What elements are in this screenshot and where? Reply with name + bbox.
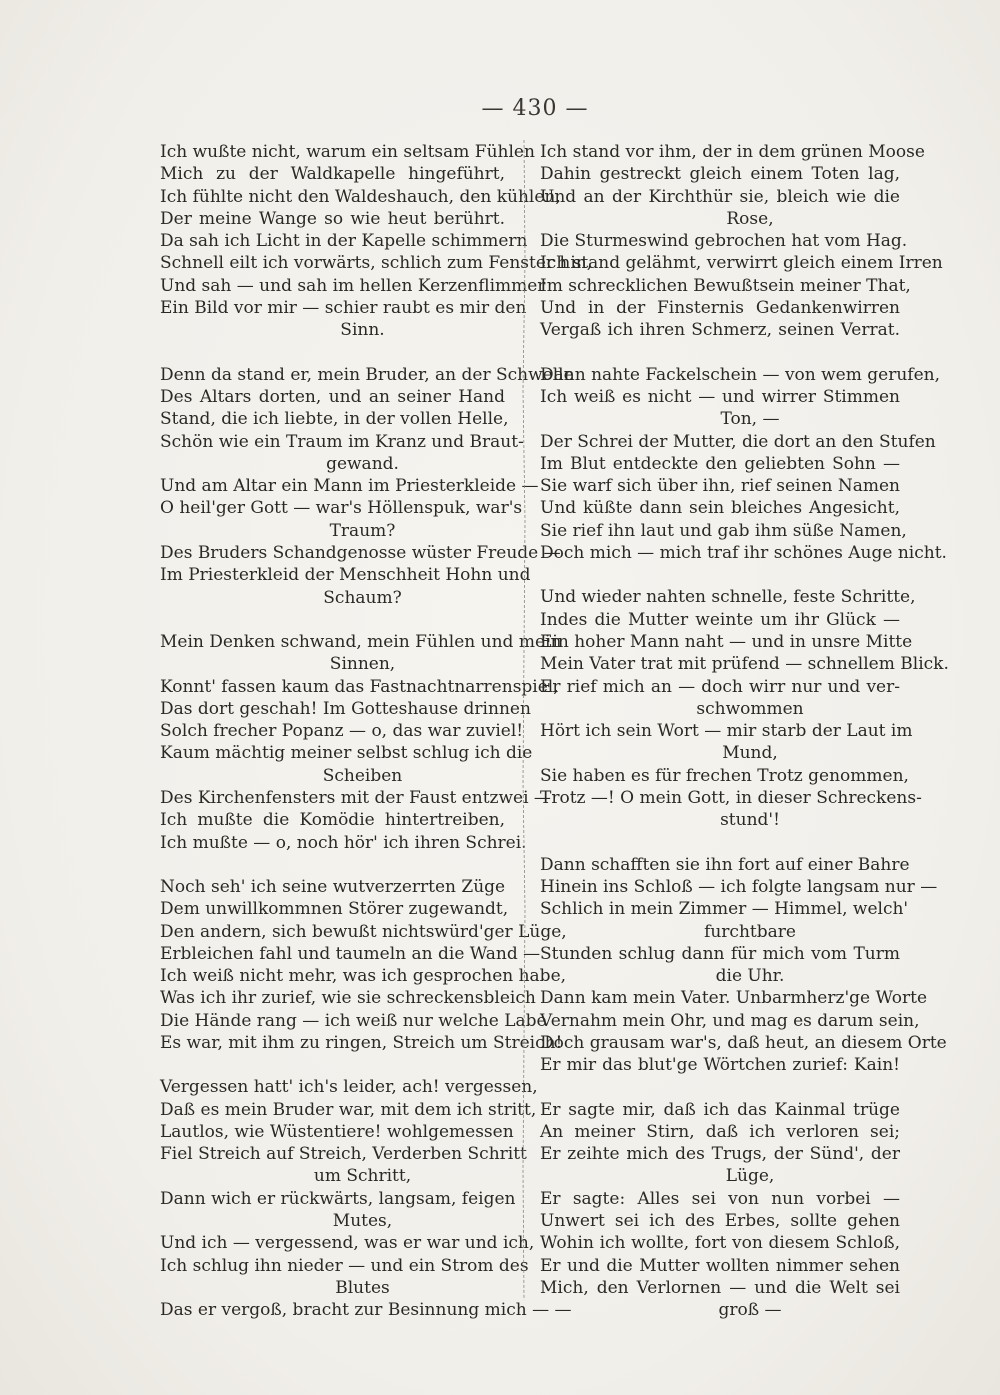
verse-line: Im schrecklichen Bewußtsein meiner That, (540, 275, 911, 296)
verse-line: Mein Vater trat mit prüfend — schnellem Blick. (540, 654, 949, 675)
verse-line: Und am Altar ein Mann im Priesterkleide — (160, 476, 539, 497)
verse-line: Doch grausam war's, daß heut, an diesem Orte (540, 1032, 947, 1053)
stanza (160, 876, 567, 1054)
verse-line: Konnt' fassen kaum das Fastnachtnarrenspiel, (160, 676, 559, 697)
verse-line: Dann kam mein Vater. Unbarmherz'ge Worte (540, 988, 928, 1009)
verse-line: Ich weiß es nicht — und wirrer Stimmen (540, 386, 900, 407)
verse-continuation: Mutes, (332, 1211, 393, 1232)
verse-continuation: Ton, — (720, 409, 780, 430)
verse-continuation: Schaum? (323, 587, 402, 608)
verse-continuation: Sinn. (340, 320, 385, 341)
verse-line: Trotz —! O mein Gott, in dieser Schreckens- (540, 788, 922, 809)
verse-continuation: Blutes (335, 1277, 390, 1298)
verse-line: Hinein ins Schloß — ich folgte langsam nur — (540, 876, 938, 897)
verse-line: Und in der Finsternis Gedankenwirren (540, 298, 900, 319)
verse-line: Fiel Streich auf Streich, Verderben Schritt (160, 1144, 527, 1165)
verse-line: Er sagte mir, daß ich das Kainmal trüge (540, 1099, 900, 1120)
verse-continuation: stund'! (720, 810, 780, 831)
verse-line: Im Blut entdeckte den geliebten Sohn — (540, 453, 900, 474)
verse-line: Im Priesterkleid der Menschheit Hohn und (160, 565, 531, 586)
stanza (160, 141, 593, 342)
verse-line: Erbleichen fahl und taumeln an die Wand — (160, 943, 541, 964)
verse-line: Des Bruders Schandgenosse wüster Freude — (160, 543, 561, 564)
verse-line: Vernahm mein Ohr, und mag es darum sein, (540, 1010, 920, 1031)
stanza (540, 586, 949, 831)
verse-line: Ein hoher Mann naht — und in unsre Mitte (540, 631, 913, 652)
verse-line: Lautlos, wie Wüstentiere! wohlgemessen (160, 1121, 514, 1142)
left-column (160, 141, 593, 1322)
verse-line: Hört ich sein Wort — mir starb der Laut im (540, 721, 913, 742)
verse-line: Er mir das blut'ge Wörtchen zurief: Kain! (540, 1055, 900, 1076)
verse-line: Stand, die ich liebte, in der vollen Helle, (160, 409, 509, 430)
verse-continuation: schwommen (696, 698, 804, 719)
verse-line: Vergessen hatt' ich's leider, ach! vergessen, (160, 1077, 538, 1098)
stanza (160, 364, 574, 609)
verse-line: Schön wie ein Traum im Kranz und Braut- (160, 431, 524, 452)
verse-line: Das er vergoß, bracht zur Besinnung mich — — (160, 1300, 572, 1321)
verse-continuation: Sinnen, (329, 654, 396, 675)
verse-line: Ich stand vor ihm, der in dem grünen Moose (540, 142, 925, 162)
verse-line: Daß es mein Bruder war, mit dem ich stritt, (160, 1099, 537, 1120)
verse-continuation: Mund, (722, 743, 778, 764)
verse-line: Dahin gestreckt gleich einem Toten lag, (540, 164, 900, 185)
verse-line: Noch seh' ich seine wutverzerrten Züge (160, 876, 506, 897)
verse-line: Stunden schlug dann für mich vom Turm (540, 943, 900, 964)
verse-line: Das dort geschah! Im Gotteshause drinnen (160, 698, 531, 719)
verse-line: Und sah — und sah im hellen Kerzenflimmer (160, 275, 546, 296)
verse-line: Mein Denken schwand, mein Fühlen und mein (160, 631, 562, 652)
verse-line: Sie rief ihn laut und gab ihm süße Namen, (540, 520, 907, 541)
verse-line: Schnell eilt ich vorwärts, schlich zum Fenster hin, (160, 253, 593, 274)
stanza (540, 364, 947, 565)
verse-line: Mich, den Verlornen — und die Welt sei (540, 1277, 900, 1298)
verse-line: Er und die Mutter wollten nimmer sehen (540, 1255, 900, 1276)
verse-line: Sie warf sich über ihn, rief seinen Namen (540, 476, 900, 497)
verse-line: Solch frecher Popanz — o, das war zuviel! (160, 721, 524, 742)
verse-line: Unwert sei ich des Erbes, sollte gehen (540, 1211, 900, 1232)
verse-line: Sie haben es für frechen Trotz genommen, (540, 765, 909, 786)
verse-continuation: die Uhr. (715, 966, 785, 987)
verse-line: Und ich — vergessend, was er war und ich, (160, 1233, 535, 1254)
verse-line: Ich schlug ihn nieder — und ein Strom des (160, 1255, 529, 1276)
verse-line: An meiner Stirn, daß ich verloren sei; (540, 1121, 900, 1142)
stanza (160, 1076, 572, 1321)
verse-line: Des Kirchenfensters mit der Faust entzwei — (160, 788, 551, 809)
verse-continuation: um Schritt, (313, 1166, 412, 1187)
verse-line: Vergaß ich ihren Schmerz, seinen Verrat. (540, 320, 900, 341)
verse-line: Dann schafften sie ihn fort auf einer Bahre (540, 854, 910, 875)
verse-line: Ich mußte — o, noch hör' ich ihren Schrei. (160, 832, 527, 853)
verse-line: Der Schrei der Mutter, die dort an den Stufen (540, 431, 936, 452)
verse-line: Die Hände rang — ich weiß nur welche Labe (160, 1010, 547, 1031)
verse-line: Dann wich er rückwärts, langsam, feigen (160, 1188, 516, 1209)
verse-line: Doch mich — mich traf ihr schönes Auge nicht. (540, 543, 947, 564)
verse-line: Und küßte dann sein bleiches Angesicht, (540, 498, 900, 519)
verse-line: Wohin ich wollte, fort von diesem Schloß, (540, 1233, 900, 1254)
verse-line: Denn da stand er, mein Bruder, an der Schwelle (160, 364, 574, 385)
verse-continuation: gewand. (326, 453, 399, 474)
stanza (540, 1099, 900, 1322)
verse-line: Ein Bild vor mir — schier raubt es mir den (160, 298, 527, 319)
verse-line: Den andern, sich bewußt nichtswürd'ger Lüge, (160, 921, 567, 942)
verse-line: Mich zu der Waldkapelle hingeführt, (160, 164, 505, 185)
verse-line: Und wieder nahten schnelle, feste Schritte, (540, 587, 916, 608)
verse-continuation: Rose, (726, 208, 774, 229)
verse-line: Dem unwillkommnen Störer zugewandt, (160, 899, 509, 920)
verse-line: Schlich in mein Zimmer — Himmel, welch' (540, 899, 909, 920)
column-divider (521, 140, 527, 1300)
verse-line: Ich mußte die Komödie hintertreiben, (160, 810, 505, 831)
column-divider-line (521, 140, 527, 1300)
verse-line: Er sagte: Alles sei von nun vorbei — (540, 1188, 900, 1209)
verse-line: Es war, mit ihm zu ringen, Streich um Streich! (160, 1032, 563, 1053)
verse-line: Die Sturmeswind gebrochen hat vom Hag. (540, 231, 908, 252)
stanza (540, 141, 943, 342)
verse-line: Ich wußte nicht, warum ein seltsam Fühlen (160, 142, 535, 162)
page-number: — 430 — (481, 96, 589, 121)
right-column (540, 141, 949, 1322)
verse-line: Ich stand gelähmt, verwirrt gleich einem Irren (540, 253, 943, 274)
verse-continuation: Lüge, (725, 1166, 775, 1187)
verse-line: Kaum mächtig meiner selbst schlug ich die (160, 743, 533, 764)
verse-continuation: furchtbare (704, 921, 796, 942)
verse-line: Was ich ihr zurief, wie sie schreckensbleich (160, 988, 536, 1009)
verse-line: Dann nahte Fackelschein — von wem gerufen, (540, 364, 940, 385)
verse-line: O heil'ger Gott — war's Höllenspuk, war's (160, 498, 523, 519)
verse-line: Ich weiß nicht mehr, was ich gesprochen habe, (160, 966, 567, 987)
verse-line: Indes die Mutter weinte um ihr Glück — (540, 609, 900, 630)
stanza (160, 631, 562, 854)
verse-line: Er zeihte mich des Trugs, der Sünd', der (540, 1144, 900, 1165)
verse-line: Der meine Wange so wie heut berührt. (160, 208, 505, 229)
verse-continuation: Scheiben (322, 765, 403, 786)
verse-continuation: Traum? (329, 520, 396, 541)
verse-line: Und an der Kirchthür sie, bleich wie die (540, 186, 900, 207)
verse-line: Ich fühlte nicht den Waldeshauch, den kühlen, (160, 186, 561, 207)
verse-line: Des Altars dorten, und an seiner Hand (160, 386, 505, 407)
stanza (540, 854, 947, 1077)
verse-continuation: groß — (718, 1300, 782, 1321)
verse-line: Er rief mich an — doch wirr nur und ver- (540, 676, 900, 697)
verse-line: Da sah ich Licht in der Kapelle schimmern (160, 231, 528, 252)
